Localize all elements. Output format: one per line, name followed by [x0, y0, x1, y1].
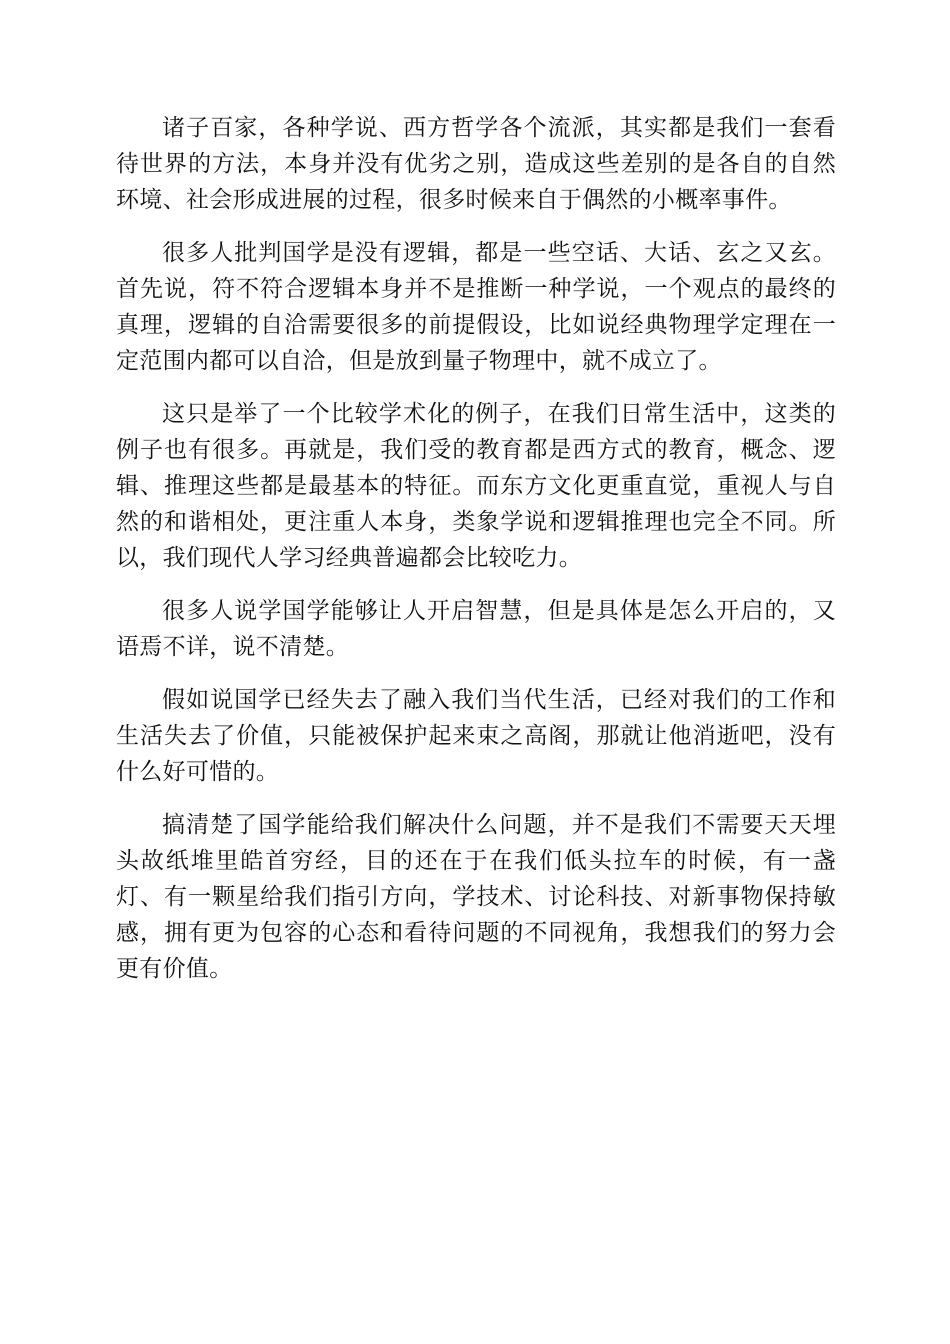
paragraph: 很多人批判国学是没有逻辑，都是一些空话、大话、玄之又玄。首先说，符不符合逻辑本身并不是推断一种学说，一个观点的最终的真理，逻辑的自洽需要很多的前提假设，比如说经典物理学定理在一定范围内都可以自洽，但是放到量子物理中，就不成立了。	[116, 240, 836, 374]
paragraph: 诸子百家，各种学说、西方哲学各个流派，其实都是我们一套看待世界的方法，本身并没有优劣之别，造成这些差别的是各自的自然环境、社会形成进展的过程，很多时候来自于偶然的小概率事件。	[116, 115, 836, 213]
paragraph: 假如说国学已经失去了融入我们当代生活，已经对我们的工作和生活失去了价值，只能被保护起来束之高阁，那就让他消逝吧，没有什么好可惜的。	[116, 687, 836, 785]
paragraph: 很多人说学国学能够让人开启智慧，但是具体是怎么开启的，又语焉不详，说不清楚。	[116, 598, 836, 660]
paragraph: 这只是举了一个比较学术化的例子，在我们日常生活中，这类的例子也有很多。再就是，我们受的教育都是西方式的教育，概念、逻辑、推理这些都是最基本的特征。而东方文化更重直觉，重视人与自然的和谐相处，更注重人本身，类象学说和逻辑推理也完全不同。所以，我们现代人学习经典普遍都会比较吃力。	[116, 401, 836, 571]
document-body	[116, 110, 836, 1004]
paragraph: 搞清楚了国学能给我们解决什么问题，并不是我们不需要天天埋头故纸堆里皓首穷经，目的还在于在我们低头拉车的时候，有一盏灯、有一颗星给我们指引方向，学技术、讨论科技、对新事物保持敏感，拥有更为包容的心态和看待问题的不同视角，我想我们的努力会更有价值。	[116, 812, 836, 982]
